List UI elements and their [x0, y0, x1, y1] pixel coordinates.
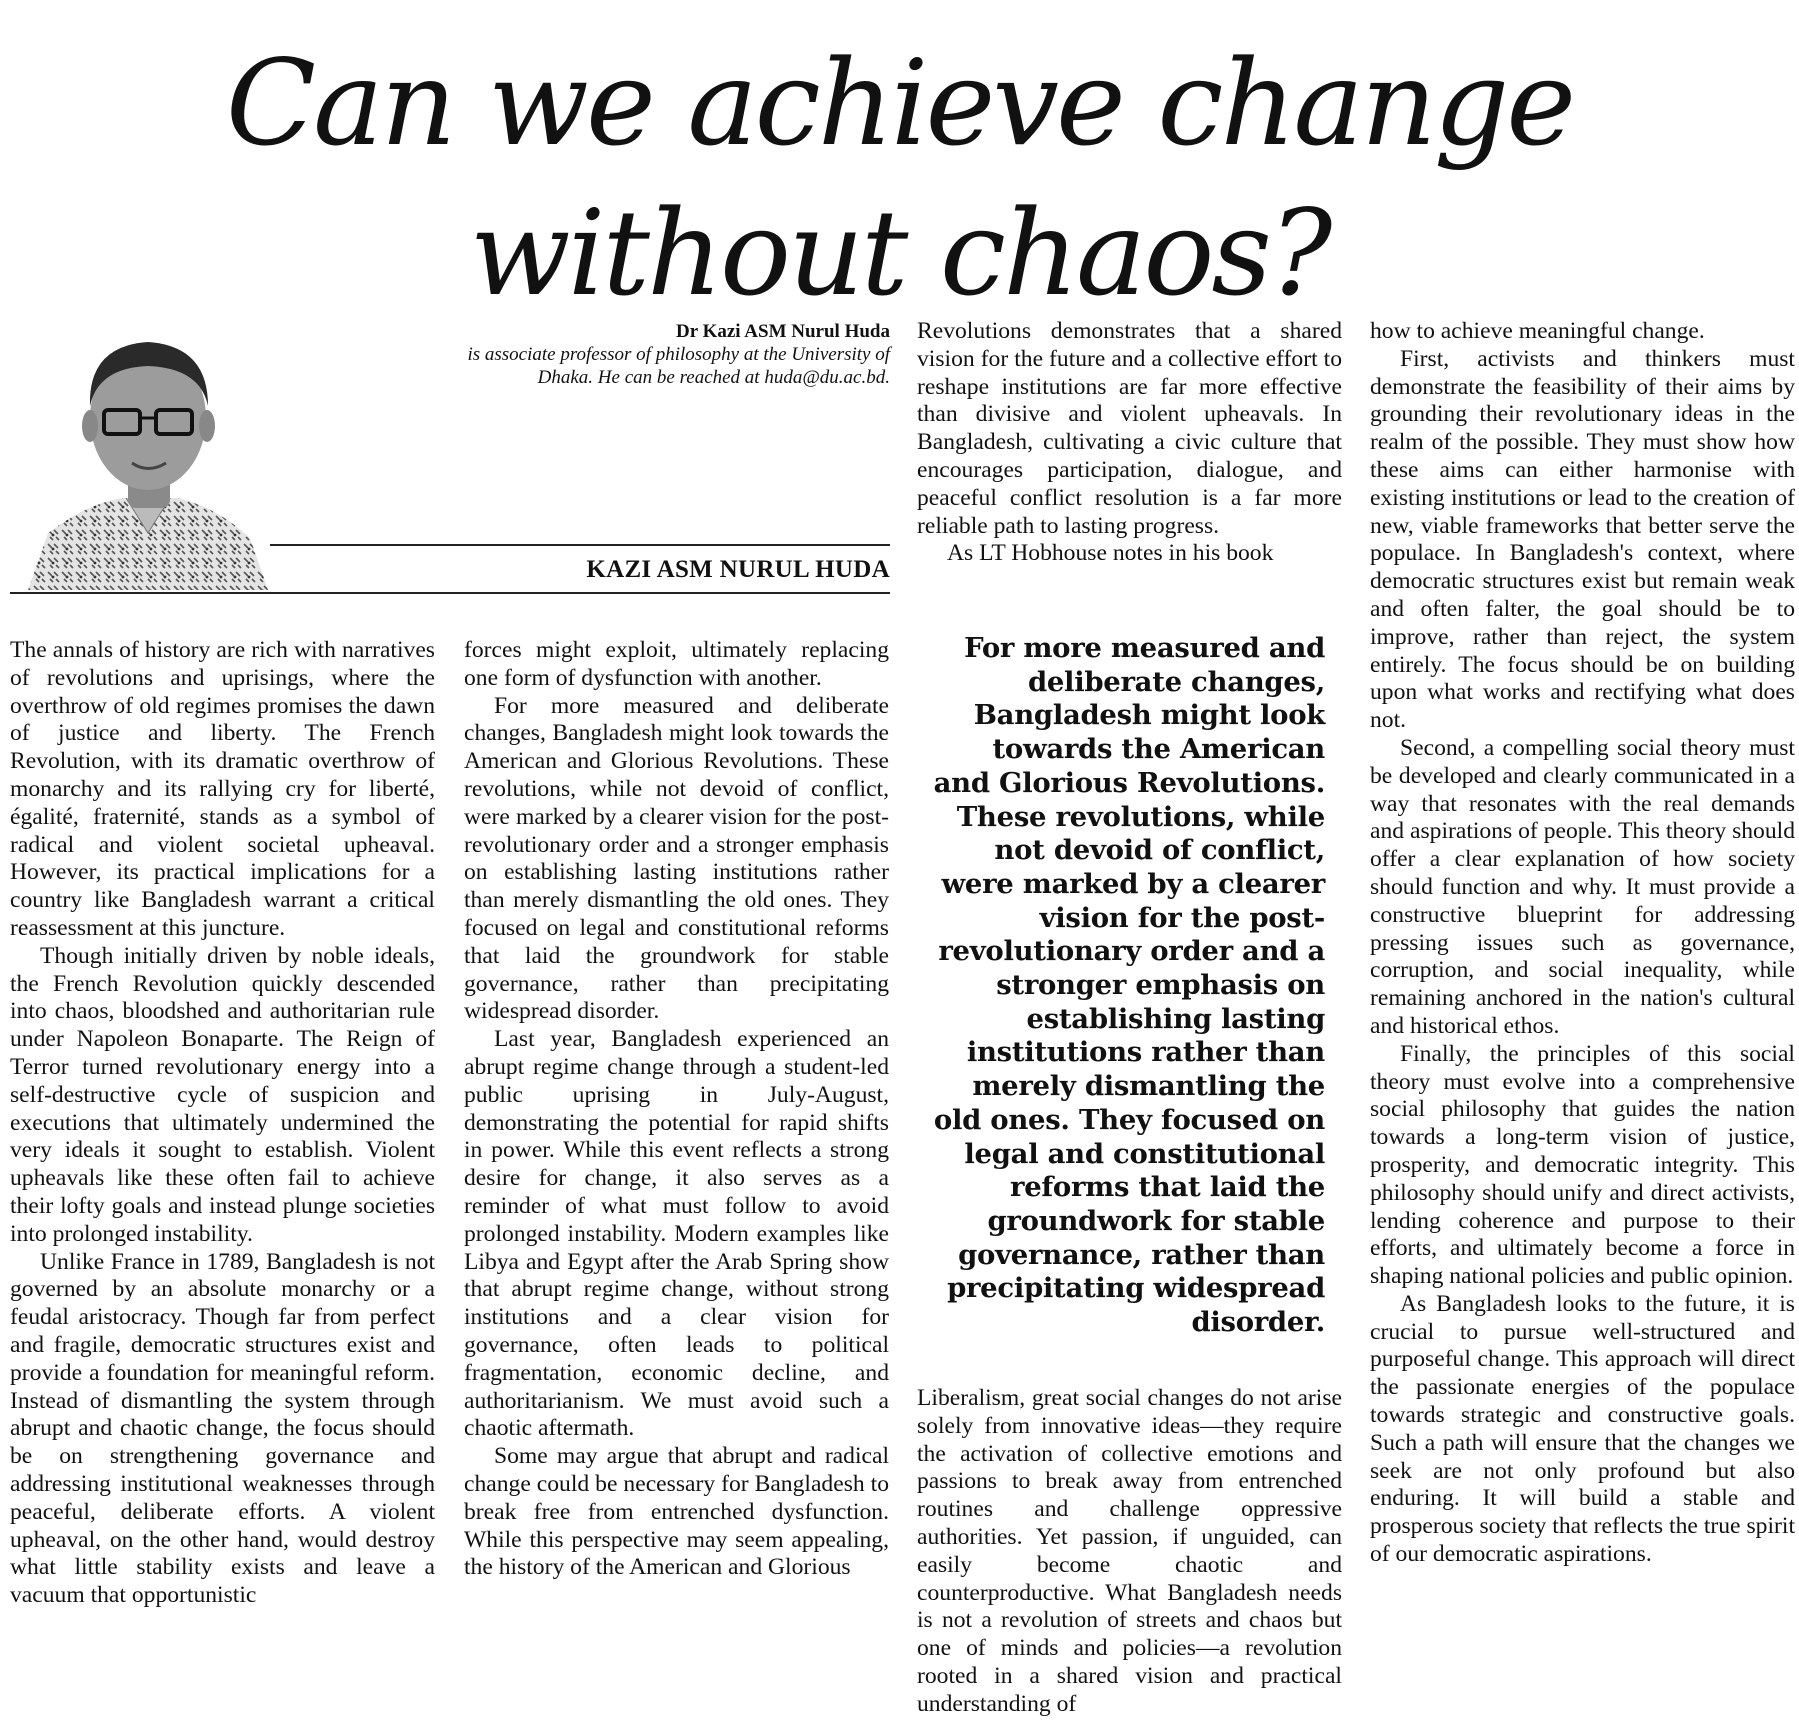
- author-photo: [18, 318, 278, 590]
- paragraph: Last year, Bangladesh experienced an abrupt regime change through a student-led public uprising in July-August, demonstrating the potential for rapid shifts in power. While this event reflects a strong desire for change, it also serves as a reminder of what must follow to avoid prolonged instability. Modern examples like Libya and Egypt after the Arab Spring show that abrupt regime change, without strong institutions and a clear vision for governance, often leads to political fragmentation, economic decline, and authoritarianism. We must avoid such a chaotic aftermath.: [464, 1026, 889, 1442]
- paragraph: Unlike France in 1789, Bangladesh is not governed by an absolute monarchy or a feudal aristocracy. Though far from perfect and fragile, democratic structures exist and provide a foundation for meaningful reform. Instead of dismantling the system through abrupt and chaotic change, the focus should be on strengthening governance and addressing institutional weaknesses through peaceful, deliberate efforts. A violent upheaval, on the other hand, would destroy what little stability exists and leave a vacuum that opportunistic: [10, 1248, 435, 1609]
- paragraph: The annals of history are rich with narratives of revolutions and uprisings, where the overthrow of old regimes promises the dawn of justice and liberty. The French Revolution, with its dramatic overthrow of monarchy and its rallying cry for liberté, égalité, fraternité, stands as a symbol of radical and violent societal upheaval. However, its practical implications for a country like Bangladesh warrant a critical reassessment at this juncture.: [10, 637, 435, 941]
- byline: KAZI ASM NURUL HUDA: [586, 556, 890, 583]
- paragraph: Though initially driven by noble ideals, the French Revolution quickly descended into chaos, bloodshed and authoritarian rule under Napoleon Bonaparte. The Reign of Terror turned revolutionary energy into a self-destructive cycle of suspicion and executions that ultimately undermined the very ideals it sought to establish. Violent upheavals like these often fail to achieve their lofty goals and instead plunge societies into prolonged instability.: [10, 942, 435, 1247]
- paragraph: Revolutions demonstrates that a shared vision for the future and a collective effort to reshape institutions are far more effective than divisive and violent upheavals. In Bangladesh, cultivating a civic culture that encourages participation, dialogue, and peaceful conflict resolution is a far more reliable path to lasting progress.: [917, 318, 1342, 539]
- header-divider: [10, 592, 890, 594]
- article-column-3-top: [917, 318, 1342, 568]
- article-column-2: [464, 637, 889, 1582]
- author-bio: is associate professor of philosophy at the University of Dhaka. He can be reached at huda@du.ac.bd.: [467, 344, 890, 388]
- paragraph: forces might exploit, ultimately replacing one form of dysfunction with another.: [464, 637, 889, 691]
- paragraph: Liberalism, great social changes do not arise solely from innovative ideas—they require the activation of collective emotions and passions to break away from entrenched routines and challenge oppressive authorities. Yet passion, if unguided, can easily become chaotic and counterproductive. What Bangladesh needs is not a revolution of streets and chaos but one of minds and policies—a revolution rooted in a shared vision and practical understanding of: [917, 1385, 1342, 1717]
- paragraph: As LT Hobhouse notes in his book: [947, 540, 1274, 567]
- pull-quote: For more measured and deliberate changes, Bangladesh might look towards the American and Glorious Revolutions. These revolutions, while not devoid of conflict, were marked by a clearer vision for the post-revolutionary order and a stronger emphasis on establishing lasting institutions rather than merely dismantling the old ones. They focused on legal and constitutional reforms that laid the groundwork for stable governance, rather than precipitating widespread disorder.: [933, 632, 1325, 1339]
- paragraph: Finally, the principles of this social theory must evolve into a comprehensive social philosophy that guides the nation towards a long-term vision of justice, prosperity, and democratic integrity. This philosophy should unify and direct activists, lending coherence and purpose to their efforts, and ultimately become a force in shaping national policies and public opinion.: [1370, 1040, 1795, 1290]
- byline-rule: [270, 544, 890, 546]
- paragraph: First, activists and thinkers must demonstrate the feasibility of their aims by grounding their revolutionary ideas in the realm of the possible. They must show how these aims can either harmonise with existing institutions or lead to the creation of new, viable frameworks that better serve the populace. In Bangladesh's context, where democratic structures exist but remain weak and often falter, the goal should be to improve, rather than reject, the system entirely. The focus should be on building upon what works and rectifying what does not.: [1370, 345, 1795, 734]
- paragraph: As Bangladesh looks to the future, it is crucial to pursue well-structured and purposeful change. This approach will direct the passionate energies of the populace towards strategic and constructive goals. Such a path will ensure that the changes we seek are not only profound but also enduring. It will build a stable and prosperous society that reflects the true spirit of our democratic aspirations.: [1370, 1290, 1795, 1568]
- paragraph: For more measured and deliberate changes, Bangladesh might look towards the American and Glorious Revolutions. These revolutions, while not devoid of conflict, were marked by a clearer vision for the post-revolutionary order and a stronger emphasis on establishing lasting institutions rather than merely dismantling the old ones. They focused on legal and constitutional reforms that laid the groundwork for stable governance, rather than precipitating widespread disorder.: [464, 692, 889, 1025]
- author-name: Dr Kazi ASM Nurul Huda: [676, 321, 890, 342]
- paragraph: Second, a compelling social theory must be developed and clearly communicated in a way that resonates with the real demands and aspirations of people. This theory should offer a clear explanation of how society should function and why. It must provide a constructive blueprint for addressing pressing issues such as governance, corruption, and social inequality, while remaining anchored in the nation's cultural and historical ethos.: [1370, 734, 1795, 1039]
- article-column-3-bottom: [917, 1385, 1342, 1719]
- paragraph: Some may argue that abrupt and radical change could be necessary for Bangladesh to break free from entrenched dysfunction. While this perspective may seem appealing, the history of the American and Glorious: [464, 1443, 889, 1581]
- paragraph: how to achieve meaningful change.: [1370, 318, 1705, 344]
- author-note: [420, 320, 890, 389]
- article-column-1: [10, 637, 435, 1610]
- article-column-4: [1370, 318, 1795, 1569]
- headline: Can we achieve change without chaos?: [225, 34, 1574, 322]
